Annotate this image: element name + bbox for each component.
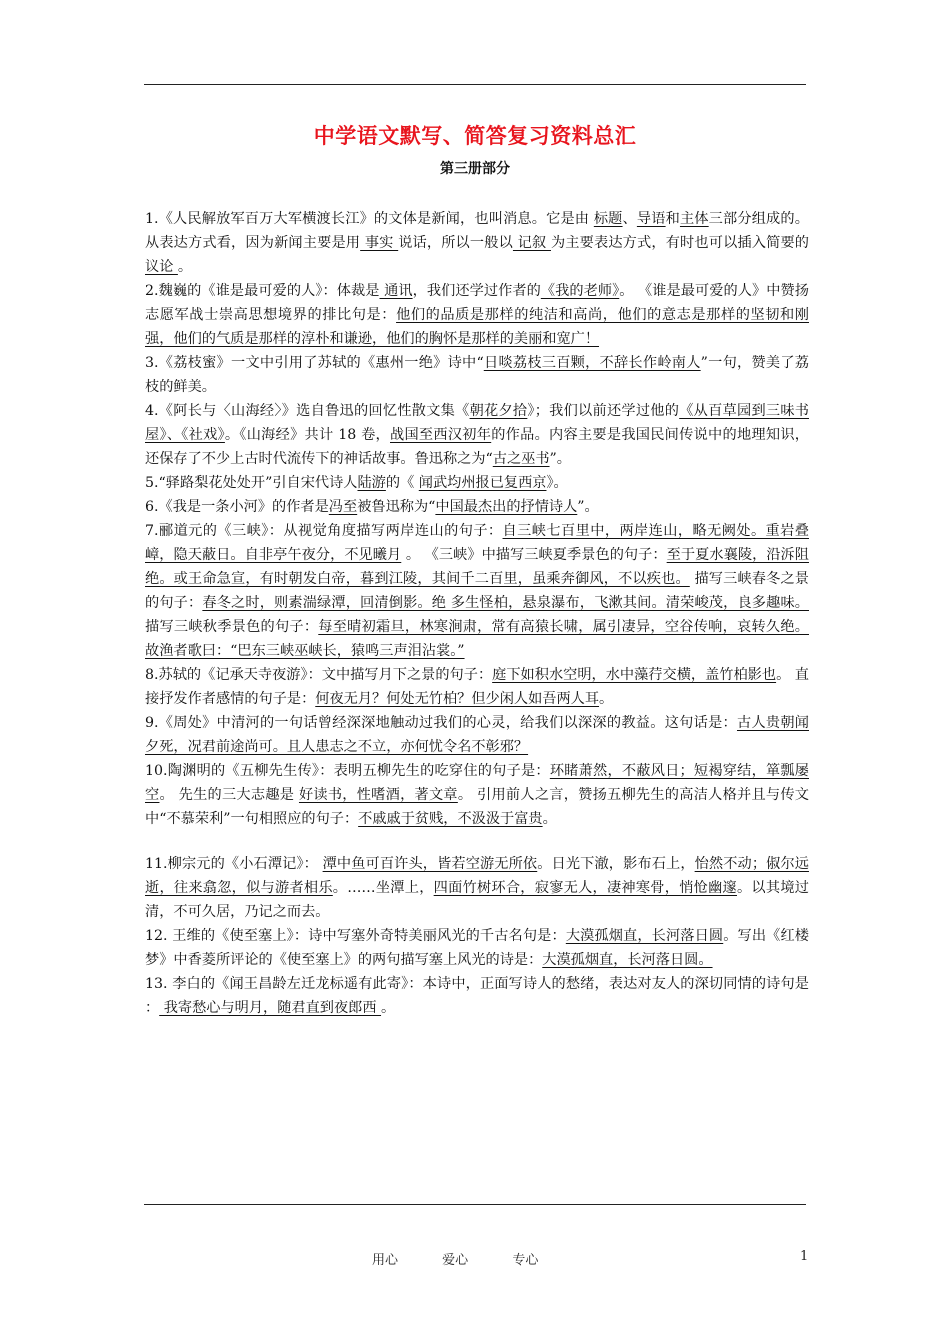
answer-text: 导语 — [636, 211, 666, 227]
question-text: 8.苏轼的《记承天寺夜游》：文中描写月下之景的句子： — [145, 667, 493, 683]
answer-text: 日啖荔枝三百颗，不辞长作岭南人 — [483, 355, 701, 371]
question-text: 1.《人民解放军百万大军横渡长江》的文体是新闻，也叫消息。它是由 — [145, 211, 594, 227]
question-paragraph — [145, 351, 809, 399]
question-paragraph — [145, 852, 809, 924]
answer-text: 议论 — [145, 259, 178, 275]
question-text: 11.柳宗元的《小石潭记》： — [145, 856, 323, 872]
answer-text: 自三峡七百里中，两岸连山，略无阙处。重岩叠嶂，隐天蔽日。自非亭午夜分，不见曦月 — [145, 523, 809, 563]
answer-text: 好读书，性嗜酒，著文章 — [298, 787, 458, 803]
answer-text: 大漠孤烟直，长河落日圆。 — [542, 952, 713, 968]
question-paragraph — [145, 711, 809, 759]
answer-text: 大漠孤烟直，长河落日圆 — [565, 928, 724, 944]
answer-text: 何夜无月？何处无竹柏？但少闲人如吾两人耳 — [315, 691, 600, 707]
document-subtitle: 第三册部分 — [440, 161, 510, 177]
answer-text: 潭中鱼可百许头，皆若空游无所依 — [322, 856, 538, 872]
question-text: 。 — [177, 259, 193, 275]
question-text: 。 《谁是最可爱的人》中赞扬志愿军战士崇高思想境界的排比句是： — [145, 283, 809, 323]
footer-motto-item: 用心 — [372, 1253, 399, 1268]
question-text: 2.魏巍的《谁是最可爱的人》：体裁是 — [145, 283, 380, 299]
question-text: 。 — [599, 691, 614, 707]
question-paragraph — [145, 924, 809, 972]
document-body — [145, 207, 809, 1020]
answer-text: 古之巫书 — [492, 451, 550, 467]
answer-text: 庭下如积水空明，水中藻荇交横，盖竹柏影也 — [492, 667, 777, 683]
footer-motto-item: 专心 — [512, 1253, 539, 1268]
page-number: 1 — [800, 1249, 809, 1264]
question-paragraph — [145, 663, 809, 711]
question-text: 、 — [622, 211, 637, 227]
question-paragraph — [145, 471, 809, 495]
answer-text: 怡然不动；俶尔远逝，往来翕忽，似与游者相乐 — [145, 856, 809, 896]
question-paragraph — [145, 972, 809, 1020]
question-text: 。以其境过清，不可久居，乃记之而去。 — [145, 880, 809, 920]
header-rule — [144, 84, 806, 85]
document-title: 中学语文默写、简答复习资料总汇 — [313, 124, 637, 148]
question-text: 。 《三峡》中描写三峡夏季景色的句子： — [401, 547, 667, 563]
answer-text: 标题 — [593, 211, 623, 227]
page-footer — [0, 1249, 950, 1269]
question-paragraph — [145, 399, 809, 471]
answer-text: 记叙 — [512, 235, 551, 251]
question-text: 。 — [542, 811, 557, 827]
answer-text: 春冬之时，则素湍绿潭，回清倒影。绝 多生怪柏，悬泉瀑布，飞漱其间。清荣峻茂，良多趣味。 — [202, 595, 809, 611]
question-text: ”。 — [549, 451, 571, 467]
answer-text: 陆游 — [357, 475, 386, 491]
answer-text: 《从百草园到三味书屋》、《社戏》 — [145, 403, 809, 443]
question-text: 的作品。内容主要是我国民间传说中的地理知识，还保存了不少上古时代流传下的神话故事。鲁迅称之为“ — [145, 427, 809, 467]
question-text: 》。 — [546, 475, 568, 491]
question-text: 4.《阿长与〈山海经〉》选自鲁迅的回忆性散文集《 — [145, 403, 470, 419]
question-text: 。日光下澈，影布石上， — [537, 856, 695, 872]
footer-motto — [372, 1249, 578, 1268]
answer-text: 环睹萧然，不蔽风日；短褐穿结，箪瓢屡空 — [145, 763, 809, 803]
answer-text: 《我的老师》 — [540, 283, 620, 299]
question-text: 。 — [381, 1000, 396, 1016]
answer-text: 事实 — [360, 235, 399, 251]
answer-text: 每至晴初霜旦，林寒涧肃，常有高猿长啸，属引凄异，空谷传响，哀转久绝。故渔者歌曰：“巴东三峡巫峡长，猿鸣三声泪沾裳。” — [145, 619, 809, 659]
question-text: 。写出《红楼梦》中香菱所评论的《使至塞上》的两句描写塞上风光的诗是： — [145, 928, 809, 968]
question-text: ”一句，赞美了荔枝的鲜美。 — [145, 355, 809, 395]
question-text: 》；我们以前还学过他的 — [527, 403, 680, 419]
question-text: 6.《我是一条小河》的作者是 — [145, 499, 329, 515]
answer-text: 闻武均州报已复西京 — [418, 475, 547, 491]
answer-text: 通讯 — [379, 283, 413, 299]
question-text: 9.《周处》中清河的一句话曾经深深地触动过我们的心灵，给我们以深深的教益。这句话是： — [145, 715, 737, 731]
answer-text: 古人贵朝闻夕死，况君前途尚可。且人患志之不立，亦何忧令名不彰邪？ — [145, 715, 809, 755]
question-text: 3.《荔枝蜜》一文中引用了苏轼的《惠州一绝》诗中“ — [145, 355, 484, 371]
question-text: 和 — [665, 211, 680, 227]
question-paragraph — [145, 519, 809, 663]
answer-text: 战国至西汉初年 — [390, 427, 492, 443]
question-text: 5.“驿路梨花处处开”引自宋代诗人 — [145, 475, 358, 491]
answer-text: 我寄愁心与明月，随君直到夜郎西 — [159, 1000, 382, 1016]
footer-rule — [144, 1204, 806, 1205]
question-text: 。 先生的三大志趣是 — [159, 787, 299, 803]
question-text: 描写三峡秋季景色的句子： — [145, 619, 319, 635]
question-text: 描写三峡春冬之景的句子： — [145, 571, 809, 611]
paragraph-gap — [145, 831, 809, 852]
answer-text: 中国最杰出的抒情诗人 — [435, 499, 578, 515]
question-text: 被鲁迅称为“ — [357, 499, 436, 515]
question-text: 的《 — [385, 475, 419, 491]
question-text: 10.陶渊明的《五柳先生传》：表明五柳先生的吃穿住的句子是： — [145, 763, 550, 779]
answer-text: 主体 — [679, 211, 709, 227]
question-text: ，我们还学过作者的 — [412, 283, 541, 299]
question-text: 12. 王维的《使至塞上》：诗中写塞外奇特美丽风光的千古名句是： — [145, 928, 566, 944]
question-paragraph — [145, 495, 809, 519]
question-text: 三部分组成的。从表达方式看，因为新闻主要是用 — [145, 211, 809, 251]
question-text: ”。 — [577, 499, 599, 515]
question-paragraph — [145, 207, 809, 279]
answer-text: 不戚戚于贫贱，不汲汲于富贵 — [358, 811, 543, 827]
answer-text: 朝花夕拾 — [469, 403, 528, 419]
question-text: 。 引用前人之言，赞扬五柳先生的高洁人格并且与传文中“不慕荣利”一句相照应的句子： — [145, 787, 809, 827]
question-paragraph — [145, 279, 809, 351]
question-text: 13. 李白的《闻王昌龄左迁龙标遥有此寄》：本诗中，正面写诗人的愁绪，表达对友人的深切同情的诗句是 ： — [145, 976, 809, 1016]
question-text: 。 直接抒发作者感情的句子是： — [145, 667, 809, 707]
question-text: 7.郦道元的《三峡》：从视觉角度描写两岸连山的句子： — [145, 523, 503, 539]
answer-text: 四面竹树环合，寂寥无人，凄神寒骨，悄怆幽邃 — [433, 880, 737, 896]
question-text: 说话，所以一般以 — [398, 235, 513, 251]
answer-text: 冯至 — [328, 499, 358, 515]
answer-text: 他们的品质是那样的纯洁和高尚，他们的意志是那样的坚韧和刚强，他们的气质是那样的淳朴和谦逊，他们的胸怀是那样的美丽和宽广！ — [145, 307, 809, 347]
question-text: 为主要表达方式，有时也可以插入简要的 — [550, 235, 809, 251]
footer-motto-item: 爱心 — [442, 1253, 469, 1268]
question-text: 。……坐潭上， — [332, 880, 434, 896]
question-text: 。《山海经》共计 18 卷， — [224, 427, 390, 443]
question-paragraph — [145, 759, 809, 831]
answer-text: 至于夏水襄陵，沿泝阻绝。或王命急宣，有时朝发白帝，暮到江陵，其间千二百里，虽乘奔御风，不以疾也。 — [145, 547, 809, 587]
